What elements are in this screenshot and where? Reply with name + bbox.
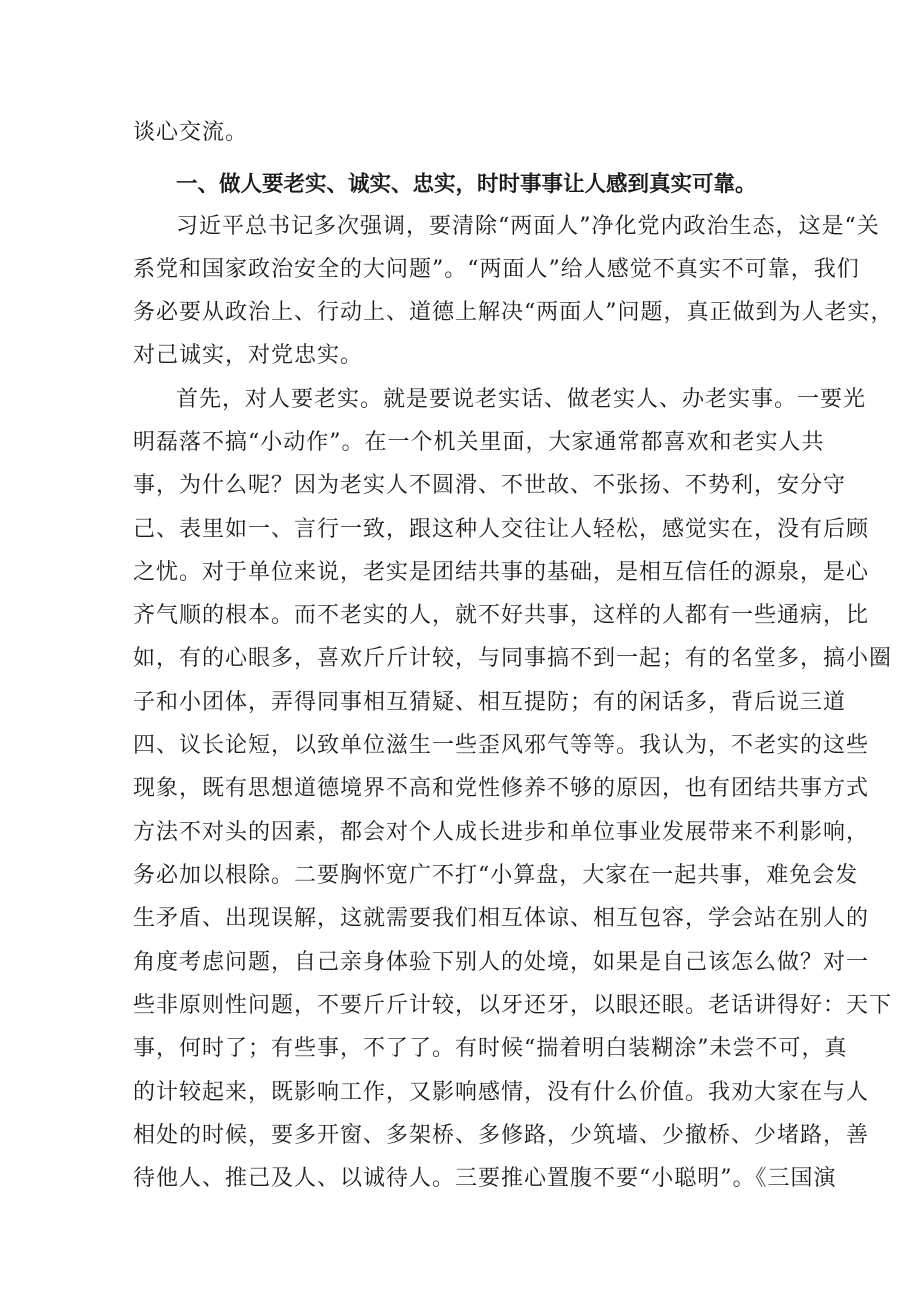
text-line: 之忧。对于单位来说，老实是团结共事的基础，是相互信任的源泉，是心 bbox=[133, 560, 870, 585]
text-line: 事，为什么呢？因为老实人不圆滑、不世故、不张扬、不势利，安分守 bbox=[133, 473, 847, 498]
text-line: 谈心交流。 bbox=[133, 120, 249, 145]
text-line: 齐气顺的根本。而不老实的人，就不好共事，这样的人都有一些通病，比 bbox=[133, 603, 870, 628]
text-line: 习近平总书记多次强调，要清除“两面人”净化党内政治生态，这是“关 bbox=[176, 214, 880, 239]
text-line: 的计较起来，既影响工作，又影响感情，没有什么价值。我劝大家在与人 bbox=[133, 1080, 870, 1105]
text-line: 角度考虑问题，自己亲身体验下别人的处境，如果是自己该怎么做？对一 bbox=[133, 950, 870, 975]
text-line: 首先，对人要老实。就是要说老实话、做老实人、办老实事。一要光 bbox=[176, 387, 867, 412]
text-line: 方法不对头的因素，都会对个人成长进步和单位事业发展带来不利影响， bbox=[133, 820, 870, 845]
text-line: 四、议长论短，以致单位滋生一些歪风邪气等等。我认为，不老实的这些 bbox=[133, 733, 870, 758]
text-line: 子和小团体，弄得同事相互猜疑、相互提防；有的闲话多，背后说三道 bbox=[133, 690, 847, 715]
text-line: 己、表里如一、言行一致，跟这种人交往让人轻松，感觉实在，没有后顾 bbox=[133, 517, 870, 542]
text-line: 生矛盾、出现误解，这就需要我们相互体谅、相互包容，学会站在别人的 bbox=[133, 906, 870, 931]
text-line: 对己诚实，对党忠实。 bbox=[133, 343, 364, 368]
text-line: 相处的时候，要多开窗、多架桥、多修路，少筑墙、少撤桥、少堵路，善 bbox=[133, 1123, 870, 1148]
text-line: 如，有的心眼多，喜欢斤斤计较，与同事搞不到一起；有的名堂多，搞小圈 bbox=[133, 646, 893, 671]
text-line: 系党和国家政治安全的大问题”。“两面人”给人感觉不真实不可靠，我们 bbox=[133, 257, 860, 282]
text-line: 明磊落不搞“小动作”。在一个机关里面，大家通常都喜欢和老实人共 bbox=[133, 430, 825, 455]
text-line: 务必要从政治上、行动上、道德上解决“两面人”问题，真正做到为人老实， bbox=[133, 300, 894, 325]
section-heading: 一、做人要老实、诚实、忠实，时时事事让人感到真实可靠。 bbox=[176, 172, 757, 197]
text-line: 现象，既有思想道德境界不高和党性修养不够的原因，也有团结共事方式 bbox=[133, 776, 870, 801]
text-line: 事，何时了；有些事，不了了。有时候“揣着明白装糊涂”未尝不可，真 bbox=[133, 1036, 848, 1061]
text-line: 务必加以根除。二要胸怀宽广不打“小算盘，大家在一起共事，难免会发 bbox=[133, 863, 859, 888]
text-line: 些非原则性问题，不要斤斤计较，以牙还牙，以眼还眼。老话讲得好：天下 bbox=[133, 993, 893, 1018]
text-line: 待他人、推己及人、以诚待人。三要推心置腹不要“小聪明”。《三国演 bbox=[133, 1166, 837, 1191]
